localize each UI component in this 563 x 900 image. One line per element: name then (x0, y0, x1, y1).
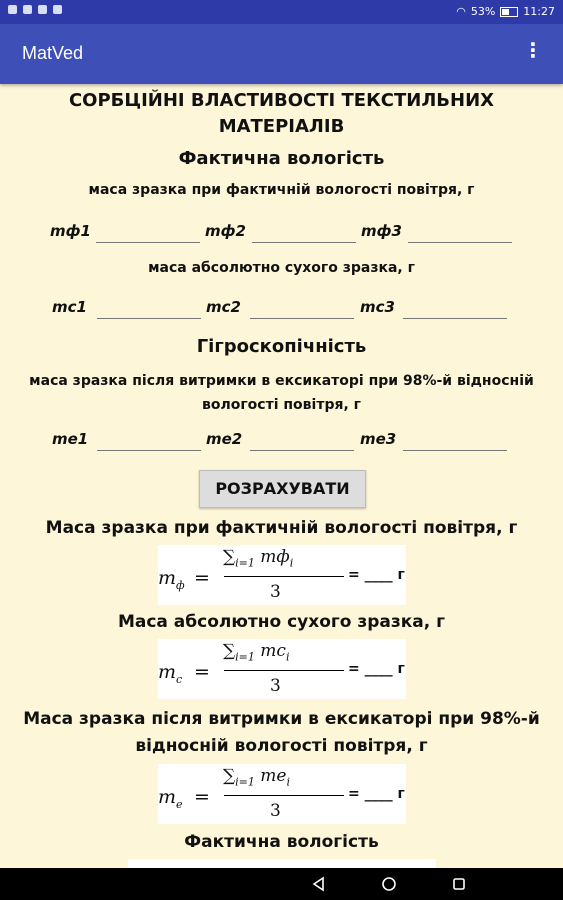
field-label: mс2 (206, 298, 241, 316)
me2-input[interactable] (250, 430, 354, 451)
input-row-dry (0, 298, 563, 328)
input-row-exsic (0, 430, 563, 460)
formula-lhs: $m_е$ (158, 786, 183, 811)
formula-actual: $m_ф$ = $\sum_{i=1}$ $mф_i$ 3 = ____ г (158, 545, 406, 605)
overflow-menu-icon[interactable]: ⋮ (523, 38, 543, 62)
notification-icons (8, 5, 62, 14)
mass-exsic-label: маса зразка після витримки в ексикаторі при 98%-й відносній вологості повітря, г (29, 373, 534, 413)
me3-input[interactable] (403, 430, 507, 451)
clock: 11:27 (523, 5, 555, 18)
notification-icon (23, 5, 32, 14)
status-bar (0, 0, 563, 24)
formula-dry: $m_с$ = $\sum_{i=1}$ $mс_i$ 3 = ____ г (158, 639, 406, 699)
notification-icon (38, 5, 47, 14)
result-value-actual: = ____ г (348, 567, 405, 583)
input-row-actual (0, 222, 563, 252)
recents-icon[interactable] (451, 876, 467, 892)
formula-lhs: $m_ф$ (158, 567, 185, 592)
formula-denominator: 3 (270, 676, 281, 696)
mc2-input[interactable] (250, 298, 354, 319)
cloud-icon (53, 5, 62, 14)
field-label: mе3 (360, 430, 397, 448)
field-label: mе1 (52, 430, 89, 448)
mc1-input[interactable] (97, 298, 201, 319)
back-icon[interactable] (311, 876, 327, 892)
mf1-input[interactable] (96, 222, 200, 243)
navigation-bar (0, 868, 563, 900)
app-bar (0, 24, 563, 84)
app-title: MatVed (22, 43, 84, 63)
mf3-input[interactable] (408, 222, 512, 243)
formula-exsic: $m_е$ = $\sum_{i=1}$ $mе_i$ 3 = ____ г (158, 764, 406, 824)
field-label: mф2 (205, 222, 246, 240)
battery-icon (500, 7, 518, 17)
section-title-actual-moisture: Фактична вологість (178, 148, 385, 169)
result-title-exsic: Маса зразка після витримки в ексикаторі при 98%-й відносній вологості повітря, г (23, 709, 540, 756)
main-content[interactable] (0, 84, 563, 868)
field-label: mф1 (50, 222, 91, 240)
field-label: mф3 (361, 222, 402, 240)
formula-numerator: $\sum_{i=1}$ $mс_i$ (223, 641, 290, 664)
formula-lhs: $m_с$ (158, 661, 183, 686)
result-value-exsic: = ____ г (348, 786, 405, 802)
page-title: СОРБЦІЙНІ ВЛАСТИВОСТІ ТЕКСТИЛЬНИХ МАТЕРІАЛІВ (68, 90, 495, 137)
result-title-actual-moisture: Фактична вологість (184, 832, 379, 852)
mf2-input[interactable] (252, 222, 356, 243)
battery-percent: 53% (470, 5, 496, 18)
formula-numerator: $\sum_{i=1}$ $mф_i$ (223, 547, 294, 570)
wifi-icon: ◠ (456, 5, 466, 18)
field-label: mс1 (52, 298, 87, 316)
me1-input[interactable] (97, 430, 201, 451)
mc3-input[interactable] (403, 298, 507, 319)
formula-denominator: 3 (270, 582, 281, 602)
mass-dry-label: маса абсолютно сухого зразка, г (148, 260, 415, 276)
home-icon[interactable] (381, 876, 397, 892)
formula-numerator: $\sum_{i=1}$ $mе_i$ (223, 766, 290, 789)
formula-moisture (128, 859, 436, 868)
mass-actual-label: маса зразка при фактичній вологості повітря, г (88, 182, 475, 198)
field-label: mе2 (206, 430, 243, 448)
section-title-hygro: Гігроскопічність (196, 336, 367, 357)
calculate-button[interactable]: РОЗРАХУВАТИ (199, 470, 366, 508)
result-title-dry: Маса абсолютно сухого зразка, г (117, 612, 446, 632)
formula-denominator: 3 (270, 801, 281, 821)
result-value-dry: = ____ г (348, 661, 405, 677)
notification-icon (8, 5, 17, 14)
field-label: mс3 (360, 298, 395, 316)
result-title-actual: Маса зразка при фактичній вологості повітря, г (45, 518, 518, 538)
